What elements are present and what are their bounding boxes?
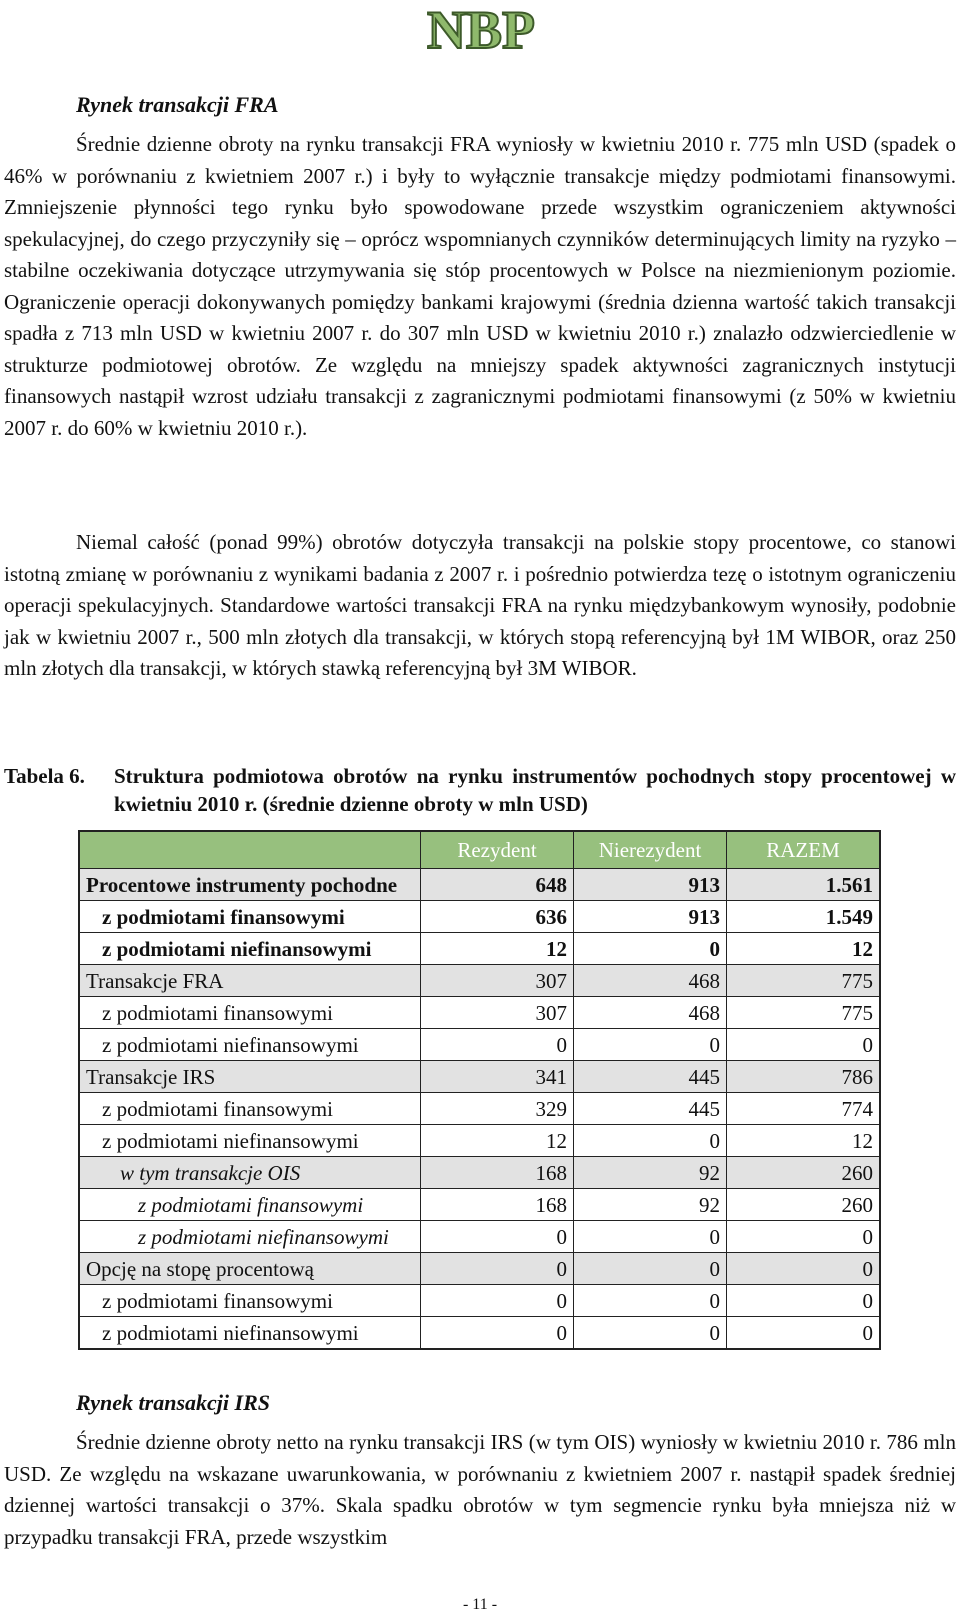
row-label: w tym transakcje OIS: [79, 1157, 421, 1189]
cell-rezydent: 12: [421, 1125, 574, 1157]
cell-razem: 775: [727, 997, 881, 1029]
cell-rezydent: 0: [421, 1285, 574, 1317]
cell-rezydent: 168: [421, 1157, 574, 1189]
row-label: Transakcje IRS: [79, 1061, 421, 1093]
cell-rezydent: 0: [421, 1317, 574, 1350]
cell-nierezydent: 0: [574, 1125, 727, 1157]
row-label: z podmiotami finansowymi: [79, 1189, 421, 1221]
cell-razem: 12: [727, 933, 881, 965]
paragraph-irs-1: [4, 1427, 956, 1553]
cell-razem: 1.561: [727, 869, 881, 901]
table-row: [79, 1061, 880, 1093]
cell-rezydent: 329: [421, 1093, 574, 1125]
table-row: [79, 1029, 880, 1061]
row-label: Opcję na stopę procentową: [79, 1253, 421, 1285]
row-label: z podmiotami finansowymi: [79, 901, 421, 933]
table-row: [79, 1157, 880, 1189]
row-label: z podmiotami niefinansowymi: [79, 1221, 421, 1253]
cell-nierezydent: 445: [574, 1061, 727, 1093]
cell-razem: 774: [727, 1093, 881, 1125]
cell-razem: 0: [727, 1029, 881, 1061]
row-label: z podmiotami finansowymi: [79, 1093, 421, 1125]
header-blank-cell: [79, 831, 421, 869]
table-row: [79, 1253, 880, 1285]
table-row: [79, 1221, 880, 1253]
table-row: [79, 869, 880, 901]
row-label: z podmiotami niefinansowymi: [79, 933, 421, 965]
cell-rezydent: 341: [421, 1061, 574, 1093]
table-row: [79, 1189, 880, 1221]
row-label: z podmiotami niefinansowymi: [79, 1029, 421, 1061]
table-row: [79, 901, 880, 933]
cell-nierezydent: 913: [574, 901, 727, 933]
cell-razem: 12: [727, 1125, 881, 1157]
cell-rezydent: 12: [421, 933, 574, 965]
cell-nierezydent: 445: [574, 1093, 727, 1125]
cell-razem: 786: [727, 1061, 881, 1093]
table-row: [79, 1125, 880, 1157]
paragraph-fra-2: [4, 527, 956, 685]
cell-rezydent: 636: [421, 901, 574, 933]
table-row: [79, 1093, 880, 1125]
nbp-logo-text: NBP: [427, 2, 535, 58]
table-row: [79, 1317, 880, 1350]
section-heading-irs: Rynek transakcji IRS: [76, 1390, 270, 1415]
row-label: z podmiotami finansowymi: [79, 1285, 421, 1317]
paragraph-fra-1: [4, 129, 956, 444]
cell-nierezydent: 0: [574, 1285, 727, 1317]
row-label: z podmiotami niefinansowymi: [79, 1317, 421, 1350]
header-rezydent: Rezydent: [421, 831, 574, 869]
cell-rezydent: 648: [421, 869, 574, 901]
page-number: - 11 -: [462, 1596, 498, 1613]
cell-razem: 260: [727, 1157, 881, 1189]
paragraph-fra-2-text: Niemal całość (ponad 99%) obrotów dotyczyła transakcji na polskie stopy procentowe, co stanowi istotną zmianę w porównaniu z wynikami badania z 2007 r. i pośrednio potwierdza tezę o istotnym ograniczeniu operacji spekulacyjnych. Standardowe wartości transakcji FRA na rynku międzybankowym wynosiły, podobnie jak w kwietniu 2007 r., 500 mln złotych dla transakcji, w których stopą referencyjną był 1M WIBOR, oraz 250 mln złotych dla transakcji, w których stawką referencyjną był 3M WIBOR.: [4, 530, 956, 680]
nbp-logo: [413, 2, 549, 58]
row-label: z podmiotami finansowymi: [79, 997, 421, 1029]
paragraph-fra-1-text: Średnie dzienne obroty na rynku transakcji FRA wyniosły w kwietniu 2010 r. 775 mln USD (spadek o 46% w porównaniu z kwietniem 2007 r.) i były to wyłącznie transakcje między podmiotami finansowymi. Zmniejszenie płynności tego rynku było spowodowane przede wszystkim ograniczeniem aktywności spekulacyjnej, do czego przyczyniły się – oprócz wspomnianych czynników determinujących limity na ryzyko – stabilne oczekiwania dotyczące utrzymywania się stóp procentowych w Polsce na niezmienionym poziomie. Ograniczenie operacji dokonywanych pomiędzy bankami krajowymi (średnia dzienna wartość takich transakcji spadła z 713 mln USD w kwietniu 2007 r. do 307 mln USD w kwietniu 2010 r.) znalazło odzwierciedlenie w strukturze podmiotowej obrotów. Ze względu na mniejszy spadek aktywności zagranicznych instytucji finansowych nastąpił wzrost udziału transakcji z zagranicznymi podmiotami finansowymi (z 50% w kwietniu 2007 r. do 60% w kwietniu 2010 r.).: [4, 132, 956, 440]
cell-nierezydent: 0: [574, 1253, 727, 1285]
table-caption: [4, 762, 956, 818]
section-heading-fra: Rynek transakcji FRA: [76, 92, 279, 117]
cell-razem: 260: [727, 1189, 881, 1221]
cell-rezydent: 307: [421, 997, 574, 1029]
table-header-row: [79, 831, 880, 869]
table-row: [79, 997, 880, 1029]
header-razem: RAZEM: [727, 831, 881, 869]
table-row: [79, 1285, 880, 1317]
table-row: [79, 965, 880, 997]
cell-nierezydent: 92: [574, 1157, 727, 1189]
cell-nierezydent: 0: [574, 1317, 727, 1350]
cell-razem: 1.549: [727, 901, 881, 933]
cell-rezydent: 0: [421, 1253, 574, 1285]
header-nierezydent: Nierezydent: [574, 831, 727, 869]
derivatives-table: [78, 830, 881, 1350]
cell-nierezydent: 0: [574, 1029, 727, 1061]
cell-nierezydent: 913: [574, 869, 727, 901]
cell-rezydent: 0: [421, 1029, 574, 1061]
cell-rezydent: 307: [421, 965, 574, 997]
row-label: Procentowe instrumenty pochodne: [79, 869, 421, 901]
table-row: [79, 933, 880, 965]
cell-nierezydent: 0: [574, 933, 727, 965]
row-label: z podmiotami niefinansowymi: [79, 1125, 421, 1157]
row-label: Transakcje FRA: [79, 965, 421, 997]
cell-razem: 0: [727, 1253, 881, 1285]
cell-nierezydent: 0: [574, 1221, 727, 1253]
cell-rezydent: 168: [421, 1189, 574, 1221]
cell-nierezydent: 92: [574, 1189, 727, 1221]
cell-razem: 775: [727, 965, 881, 997]
cell-nierezydent: 468: [574, 997, 727, 1029]
cell-rezydent: 0: [421, 1221, 574, 1253]
table-label: Tabela 6.: [4, 764, 85, 788]
paragraph-irs-1-text: Średnie dzienne obroty netto na rynku transakcji IRS (w tym OIS) wyniosły w kwietniu 2010 r. 786 mln USD. Ze względu na wskazane uwarunkowania, w porównaniu z kwietniem 2007 r. nastąpił spadek średniej dziennej wartości transakcji o 37%. Skala spadku obrotów w tym segmencie rynku była mniejsza niż w przypadku transakcji FRA, przede wszystkim: [4, 1430, 956, 1549]
cell-razem: 0: [727, 1317, 881, 1350]
table-title: Struktura podmiotowa obrotów na rynku instrumentów pochodnych stopy procentowej w kwietniu 2010 r. (średnie dzienne obroty w mln USD): [114, 764, 956, 816]
cell-nierezydent: 468: [574, 965, 727, 997]
cell-razem: 0: [727, 1221, 881, 1253]
cell-razem: 0: [727, 1285, 881, 1317]
